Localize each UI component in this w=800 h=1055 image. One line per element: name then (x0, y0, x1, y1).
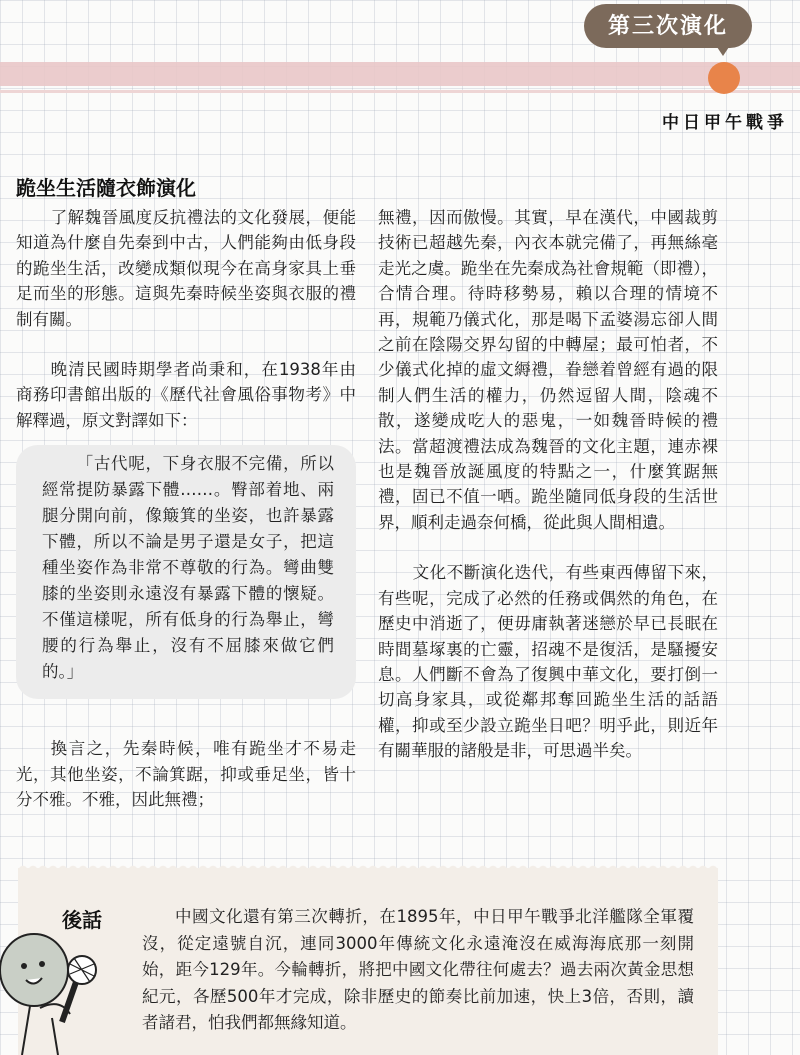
paragraph: 換言之，先秦時候，唯有跪坐才不易走光，其他坐姿，不論箕踞，抑或垂足坐，皆十分不雅。不雅，因此無禮； (16, 739, 356, 810)
left-column (16, 205, 356, 812)
quote-text: 「古代呢，下身衣服不完備，所以經常提防暴露下體……。臀部着地、兩腿分開向前，像簸箕的坐姿，也許暴露下體，所以不論是男子還是女子，把這種坐姿作為非常不尊敬的行為。彎曲雙膝的坐姿則永遠沒有暴露下體的懷疑。不僅這樣呢，所有低身的行為舉止，彎腰的行為舉止，沒有不屈膝來做它們的。」 (42, 454, 334, 682)
decorative-tape-line (0, 90, 800, 93)
accent-dot (708, 62, 740, 94)
decorative-tape (0, 62, 800, 86)
right-column (378, 205, 718, 764)
quote-box (16, 445, 356, 699)
badge-tail (715, 44, 731, 56)
afterword-title: 後話 (62, 908, 102, 932)
microphone-character-icon (0, 918, 140, 1055)
paragraph: 無禮，因而傲慢。其實，早在漢代，中國裁剪技術已超越先秦，內衣本就完備了，再無絲毫走光之虞。跪坐在先秦成為社會規範（即禮），合情合理。待時移勢易，賴以合理的情境不再，規範乃儀式化，那是喝下孟婆湯忘卻人間之前在陰陽交界勾留的中轉屋；最可怕者，不少儀式化掉的虛文縟禮，眷戀着曾經有過的限制人們生活的權力，仍然逗留人間，陰魂不散，遂變成吃人的惡鬼，一如魏晉時候的禮法。當超渡禮法成為魏晉的文化主題，連赤裸也是魏晉放誕風度的特點之一，什麼箕踞無禮，固已不值一哂。跪坐隨同低身段的生活世界，順利走過奈何橋，從此與人間相遺。 (378, 208, 718, 532)
paragraph: 了解魏晉風度反抗禮法的文化發展，便能知道為什麼自先秦到中古，人們能夠由低身段的跪坐生活，改變成類似現今在高身家具上垂足而坐的形態。這與先秦時候坐姿與衣服的禮制有關。 (16, 208, 356, 329)
section-badge: 第三次演化 (584, 4, 752, 48)
afterword-text: 中國文化還有第三次轉折，在1895年，中日甲午戰爭北洋艦隊全軍覆沒，從定遠號自沉，連同3000年傳統文化永遠淹沒在威海海底那一刻開始，距今129年。今輪轉折，將把中國文化帶往何處去？過去兩次黃金思想紀元，各歷500年才完成，除非歷史的節奏比前加速，快上3倍，否則，讀者諸君，怕我們都無緣知道。 (142, 907, 694, 1032)
section-title: 跪坐生活隨衣飾演化 (16, 176, 196, 200)
topic-tag: 中日甲午戰爭 (662, 113, 788, 133)
afterword-text-block (142, 904, 694, 1037)
paragraph: 文化不斷演化迭代，有些東西傳留下來，有些呢，完成了必然的任務或偶然的角色，在歷史中消逝了，便毋庸執著迷戀於早已長眠在時間墓塚裏的亡靈，招魂不是復活，是騷擾安息。人們斷不會為了復興中華文化，要打倒一切高身家具，或從鄰邦奪回跪坐生活的話語權，抑或至少設立跪坐日吧？明乎此，則近年有關華服的諸般是非，可思過半矣。 (378, 563, 718, 761)
paragraph: 晚清民國時期學者尚秉和，在1938年由商務印書館出版的《歷代社會風俗事物考》中解釋過，原文對譯如下： (16, 360, 356, 430)
